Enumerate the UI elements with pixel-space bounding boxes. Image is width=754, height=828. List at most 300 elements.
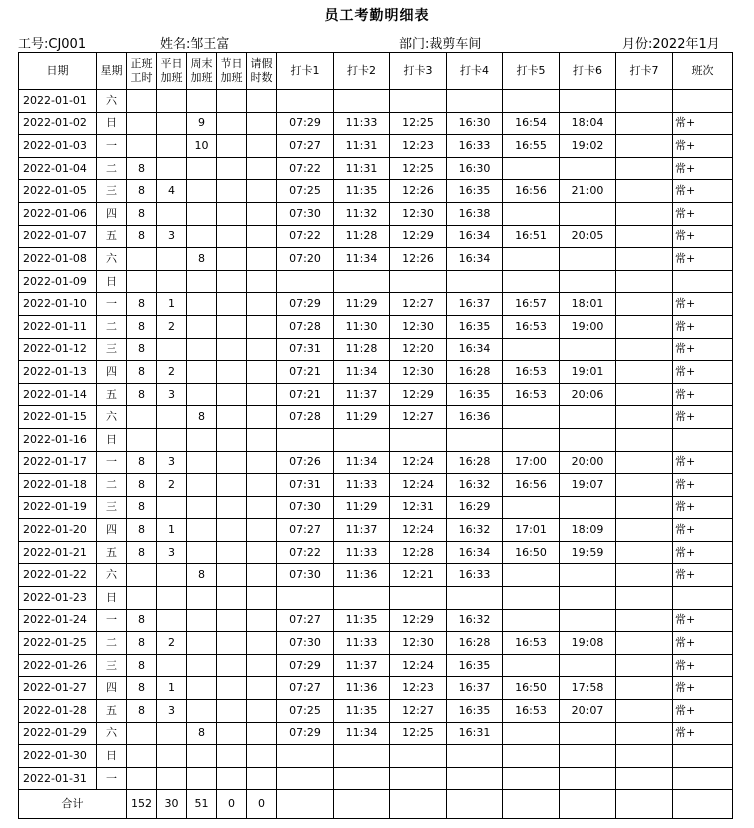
cell-punch5 [503, 248, 560, 271]
cell-punch3: 12:30 [390, 202, 447, 225]
cell-holiday-ot [217, 248, 247, 271]
cell-punch6 [560, 745, 616, 768]
cell-punch1: 07:26 [277, 451, 334, 474]
cell-holiday-ot [217, 767, 247, 790]
cell-shift: 常+ [673, 451, 733, 474]
cell-punch7 [616, 474, 673, 497]
cell-punch7 [616, 361, 673, 384]
cell-weekday-ot [157, 112, 187, 135]
cell-punch4 [447, 270, 503, 293]
cell-weekday: 四 [97, 202, 127, 225]
cell-shift: 常+ [673, 406, 733, 429]
col-header-punch5: 打卡5 [503, 53, 560, 90]
cell-punch5 [503, 270, 560, 293]
cell-shift: 常+ [673, 180, 733, 203]
cell-punch1: 07:30 [277, 564, 334, 587]
cell-holiday-ot [217, 587, 247, 610]
cell-punch7 [616, 745, 673, 768]
cell-regular-hours: 8 [127, 202, 157, 225]
cell-punch6 [560, 202, 616, 225]
table-row [19, 587, 733, 610]
cell-punch1: 07:29 [277, 722, 334, 745]
cell-punch4: 16:28 [447, 632, 503, 655]
col-header-punch6: 打卡6 [560, 53, 616, 90]
cell-shift: 常+ [673, 496, 733, 519]
table-row [19, 202, 733, 225]
cell-weekend-ot [187, 745, 217, 768]
total-weekday-ot: 30 [157, 790, 187, 819]
total-holiday-ot: 0 [217, 790, 247, 819]
cell-shift [673, 767, 733, 790]
cell-leave-hours [247, 270, 277, 293]
table-row [19, 745, 733, 768]
employee-name: 姓名:邹王富 [160, 37, 230, 52]
cell-punch5 [503, 338, 560, 361]
table-row [19, 293, 733, 316]
cell-punch5 [503, 654, 560, 677]
cell-weekday: 日 [97, 587, 127, 610]
cell-punch1: 07:29 [277, 654, 334, 677]
cell-holiday-ot [217, 338, 247, 361]
cell-punch4: 16:38 [447, 202, 503, 225]
cell-punch7 [616, 338, 673, 361]
cell-punch2: 11:33 [334, 112, 390, 135]
cell-shift: 常+ [673, 315, 733, 338]
table-row [19, 722, 733, 745]
cell-leave-hours [247, 225, 277, 248]
page-title: 员工考勤明细表 [324, 8, 430, 24]
cell-punch7 [616, 609, 673, 632]
cell-punch1: 07:30 [277, 496, 334, 519]
cell-weekday-ot: 3 [157, 225, 187, 248]
cell-leave-hours [247, 587, 277, 610]
cell-punch3: 12:25 [390, 112, 447, 135]
col-header-punch4: 打卡4 [447, 53, 503, 90]
col-header-weekday-ot: 平日加班 [157, 53, 187, 90]
header-row [19, 53, 733, 90]
table-row [19, 406, 733, 429]
cell-punch6 [560, 428, 616, 451]
employee-id: 工号:CJ001 [18, 37, 87, 52]
cell-punch5: 16:51 [503, 225, 560, 248]
cell-weekday: 六 [97, 90, 127, 113]
cell-date: 2022-01-08 [19, 248, 97, 271]
cell-punch2: 11:29 [334, 293, 390, 316]
cell-leave-hours [247, 180, 277, 203]
cell-punch5: 17:01 [503, 519, 560, 542]
cell-punch7 [616, 383, 673, 406]
cell-punch5 [503, 157, 560, 180]
cell-weekday-ot [157, 722, 187, 745]
cell-weekend-ot [187, 609, 217, 632]
cell-leave-hours [247, 112, 277, 135]
cell-punch1: 07:22 [277, 157, 334, 180]
cell-punch1: 07:30 [277, 202, 334, 225]
cell-date: 2022-01-13 [19, 361, 97, 384]
total-weekend-ot: 51 [187, 790, 217, 819]
cell-weekday: 四 [97, 677, 127, 700]
cell-punch7 [616, 654, 673, 677]
cell-date: 2022-01-04 [19, 157, 97, 180]
cell-holiday-ot [217, 406, 247, 429]
cell-date: 2022-01-21 [19, 541, 97, 564]
cell-punch7 [616, 270, 673, 293]
cell-shift: 常+ [673, 338, 733, 361]
cell-leave-hours [247, 202, 277, 225]
cell-weekday-ot: 2 [157, 474, 187, 497]
cell-punch5: 16:55 [503, 135, 560, 158]
cell-shift: 常+ [673, 541, 733, 564]
cell-holiday-ot [217, 112, 247, 135]
cell-weekday-ot [157, 609, 187, 632]
cell-shift: 常+ [673, 135, 733, 158]
cell-weekday-ot [157, 496, 187, 519]
col-header-weekend-ot: 周末加班 [187, 53, 217, 90]
cell-punch1: 07:25 [277, 700, 334, 723]
totals-empty-cell [447, 790, 503, 819]
cell-date: 2022-01-28 [19, 700, 97, 723]
cell-weekday-ot [157, 338, 187, 361]
cell-punch5: 16:50 [503, 677, 560, 700]
cell-punch2: 11:31 [334, 157, 390, 180]
table-row [19, 225, 733, 248]
cell-regular-hours [127, 722, 157, 745]
cell-punch3 [390, 767, 447, 790]
cell-punch7 [616, 722, 673, 745]
cell-regular-hours [127, 767, 157, 790]
cell-punch4: 16:30 [447, 157, 503, 180]
totals-empty-cell [334, 790, 390, 819]
cell-punch3 [390, 90, 447, 113]
cell-punch7 [616, 496, 673, 519]
cell-punch6: 20:07 [560, 700, 616, 723]
table-row [19, 338, 733, 361]
cell-punch4: 16:35 [447, 654, 503, 677]
cell-leave-hours [247, 474, 277, 497]
cell-punch5: 16:53 [503, 361, 560, 384]
cell-punch1: 07:31 [277, 474, 334, 497]
cell-punch6 [560, 406, 616, 429]
cell-date: 2022-01-01 [19, 90, 97, 113]
cell-punch5 [503, 745, 560, 768]
cell-weekday: 二 [97, 157, 127, 180]
col-header-regular-hours: 正班工时 [127, 53, 157, 90]
cell-weekday: 六 [97, 722, 127, 745]
cell-punch2: 11:30 [334, 315, 390, 338]
cell-date: 2022-01-25 [19, 632, 97, 655]
totals-row [19, 790, 733, 819]
cell-punch7 [616, 157, 673, 180]
cell-shift: 常+ [673, 361, 733, 384]
cell-punch1 [277, 90, 334, 113]
cell-punch2: 11:28 [334, 225, 390, 248]
cell-punch2: 11:33 [334, 541, 390, 564]
cell-holiday-ot [217, 135, 247, 158]
cell-punch6 [560, 767, 616, 790]
cell-holiday-ot [217, 451, 247, 474]
cell-weekend-ot [187, 383, 217, 406]
cell-shift: 常+ [673, 700, 733, 723]
cell-weekday-ot [157, 90, 187, 113]
cell-weekend-ot [187, 632, 217, 655]
cell-punch3: 12:23 [390, 677, 447, 700]
cell-punch6: 19:00 [560, 315, 616, 338]
cell-date: 2022-01-07 [19, 225, 97, 248]
cell-punch5: 16:53 [503, 700, 560, 723]
cell-weekday: 四 [97, 519, 127, 542]
cell-holiday-ot [217, 496, 247, 519]
cell-punch1: 07:30 [277, 632, 334, 655]
cell-punch4: 16:35 [447, 383, 503, 406]
cell-holiday-ot [217, 541, 247, 564]
table-row [19, 609, 733, 632]
cell-weekend-ot [187, 519, 217, 542]
cell-punch1: 07:22 [277, 225, 334, 248]
cell-date: 2022-01-03 [19, 135, 97, 158]
cell-punch2: 11:34 [334, 451, 390, 474]
cell-punch6: 18:04 [560, 112, 616, 135]
cell-holiday-ot [217, 225, 247, 248]
cell-weekday: 五 [97, 383, 127, 406]
cell-punch5 [503, 609, 560, 632]
cell-weekend-ot [187, 767, 217, 790]
cell-punch6: 20:00 [560, 451, 616, 474]
totals-empty-cell [673, 790, 733, 819]
cell-regular-hours: 8 [127, 451, 157, 474]
cell-punch3: 12:27 [390, 293, 447, 316]
cell-weekend-ot: 8 [187, 248, 217, 271]
cell-date: 2022-01-16 [19, 428, 97, 451]
cell-punch1: 07:27 [277, 519, 334, 542]
cell-punch3: 12:29 [390, 225, 447, 248]
cell-punch2: 11:31 [334, 135, 390, 158]
cell-weekday-ot [157, 202, 187, 225]
cell-weekday: 三 [97, 338, 127, 361]
cell-weekday-ot [157, 564, 187, 587]
cell-punch2: 11:32 [334, 202, 390, 225]
total-regular-hours: 152 [127, 790, 157, 819]
cell-punch5 [503, 587, 560, 610]
cell-leave-hours [247, 722, 277, 745]
cell-shift: 常+ [673, 202, 733, 225]
cell-punch2: 11:35 [334, 700, 390, 723]
cell-shift [673, 428, 733, 451]
cell-punch5 [503, 496, 560, 519]
cell-shift: 常+ [673, 157, 733, 180]
cell-shift: 常+ [673, 248, 733, 271]
cell-regular-hours [127, 406, 157, 429]
cell-leave-hours [247, 632, 277, 655]
cell-punch5 [503, 202, 560, 225]
col-header-punch3: 打卡3 [390, 53, 447, 90]
cell-punch2: 11:29 [334, 406, 390, 429]
cell-weekday: 三 [97, 180, 127, 203]
cell-punch1: 07:27 [277, 609, 334, 632]
cell-punch1: 07:28 [277, 315, 334, 338]
cell-regular-hours: 8 [127, 632, 157, 655]
cell-holiday-ot [217, 609, 247, 632]
cell-weekday: 二 [97, 474, 127, 497]
cell-punch3: 12:24 [390, 451, 447, 474]
cell-leave-hours [247, 677, 277, 700]
cell-date: 2022-01-05 [19, 180, 97, 203]
cell-punch5: 17:00 [503, 451, 560, 474]
cell-punch6 [560, 564, 616, 587]
cell-holiday-ot [217, 315, 247, 338]
cell-shift: 常+ [673, 609, 733, 632]
cell-punch3: 12:27 [390, 700, 447, 723]
cell-shift: 常+ [673, 225, 733, 248]
cell-regular-hours [127, 428, 157, 451]
cell-regular-hours: 8 [127, 361, 157, 384]
totals-empty-cell [616, 790, 673, 819]
cell-leave-hours [247, 496, 277, 519]
cell-leave-hours [247, 135, 277, 158]
cell-punch2 [334, 587, 390, 610]
cell-shift: 常+ [673, 654, 733, 677]
col-header-shift: 班次 [673, 53, 733, 90]
cell-leave-hours [247, 383, 277, 406]
cell-punch6 [560, 270, 616, 293]
table-row [19, 677, 733, 700]
table-row [19, 700, 733, 723]
table-row [19, 496, 733, 519]
cell-weekend-ot [187, 315, 217, 338]
cell-shift [673, 587, 733, 610]
table-row [19, 157, 733, 180]
cell-regular-hours [127, 112, 157, 135]
cell-punch3: 12:26 [390, 248, 447, 271]
cell-punch6 [560, 609, 616, 632]
table-row [19, 90, 733, 113]
cell-shift: 常+ [673, 519, 733, 542]
cell-weekday-ot [157, 406, 187, 429]
cell-weekday: 五 [97, 700, 127, 723]
cell-weekend-ot [187, 270, 217, 293]
cell-shift: 常+ [673, 564, 733, 587]
cell-punch7 [616, 406, 673, 429]
cell-leave-hours [247, 745, 277, 768]
cell-punch6 [560, 90, 616, 113]
cell-leave-hours [247, 406, 277, 429]
cell-weekend-ot [187, 90, 217, 113]
cell-punch2 [334, 270, 390, 293]
cell-punch3 [390, 745, 447, 768]
cell-punch6: 18:01 [560, 293, 616, 316]
cell-punch2: 11:33 [334, 632, 390, 655]
cell-punch3: 12:25 [390, 722, 447, 745]
cell-weekend-ot: 8 [187, 564, 217, 587]
cell-date: 2022-01-30 [19, 745, 97, 768]
cell-weekday-ot: 2 [157, 315, 187, 338]
cell-punch4: 16:32 [447, 474, 503, 497]
cell-punch7 [616, 293, 673, 316]
cell-punch3: 12:23 [390, 135, 447, 158]
cell-weekday: 一 [97, 767, 127, 790]
cell-weekday: 三 [97, 496, 127, 519]
cell-holiday-ot [217, 383, 247, 406]
cell-regular-hours: 8 [127, 609, 157, 632]
cell-weekday: 六 [97, 248, 127, 271]
cell-weekday: 六 [97, 564, 127, 587]
cell-weekday-ot [157, 587, 187, 610]
col-header-leave-hours: 请假时数 [247, 53, 277, 90]
cell-weekend-ot [187, 496, 217, 519]
cell-punch6: 19:02 [560, 135, 616, 158]
cell-punch6: 18:09 [560, 519, 616, 542]
cell-date: 2022-01-26 [19, 654, 97, 677]
cell-punch5 [503, 564, 560, 587]
cell-punch7 [616, 315, 673, 338]
cell-weekday-ot [157, 745, 187, 768]
cell-punch4: 16:34 [447, 338, 503, 361]
cell-weekend-ot [187, 180, 217, 203]
cell-weekend-ot [187, 225, 217, 248]
cell-regular-hours: 8 [127, 225, 157, 248]
cell-punch5: 16:53 [503, 383, 560, 406]
cell-leave-hours [247, 609, 277, 632]
cell-shift: 常+ [673, 677, 733, 700]
cell-regular-hours: 8 [127, 315, 157, 338]
cell-punch1: 07:29 [277, 112, 334, 135]
col-header-punch7: 打卡7 [616, 53, 673, 90]
table-row [19, 474, 733, 497]
cell-punch7 [616, 112, 673, 135]
cell-weekday-ot: 4 [157, 180, 187, 203]
cell-regular-hours: 8 [127, 180, 157, 203]
cell-weekday-ot: 2 [157, 361, 187, 384]
cell-weekend-ot [187, 587, 217, 610]
cell-weekday: 二 [97, 315, 127, 338]
cell-punch1 [277, 270, 334, 293]
cell-punch6 [560, 157, 616, 180]
cell-weekday-ot: 1 [157, 293, 187, 316]
cell-leave-hours [247, 654, 277, 677]
cell-leave-hours [247, 541, 277, 564]
totals-empty-cell [390, 790, 447, 819]
cell-date: 2022-01-23 [19, 587, 97, 610]
col-header-punch1: 打卡1 [277, 53, 334, 90]
cell-punch7 [616, 767, 673, 790]
cell-leave-hours [247, 361, 277, 384]
cell-weekday: 一 [97, 451, 127, 474]
cell-weekday: 二 [97, 632, 127, 655]
table-row [19, 767, 733, 790]
cell-punch6 [560, 722, 616, 745]
cell-punch4: 16:33 [447, 564, 503, 587]
table-row [19, 519, 733, 542]
cell-weekend-ot: 10 [187, 135, 217, 158]
cell-punch2: 11:37 [334, 519, 390, 542]
cell-weekday: 五 [97, 225, 127, 248]
cell-punch6 [560, 587, 616, 610]
cell-punch3: 12:24 [390, 654, 447, 677]
cell-holiday-ot [217, 293, 247, 316]
cell-date: 2022-01-10 [19, 293, 97, 316]
table-row [19, 135, 733, 158]
cell-punch3: 12:24 [390, 474, 447, 497]
cell-weekend-ot [187, 338, 217, 361]
cell-weekday: 日 [97, 745, 127, 768]
cell-regular-hours: 8 [127, 496, 157, 519]
cell-shift [673, 90, 733, 113]
cell-punch4 [447, 587, 503, 610]
cell-leave-hours [247, 767, 277, 790]
cell-leave-hours [247, 451, 277, 474]
table-row [19, 564, 733, 587]
table-row [19, 383, 733, 406]
totals-empty-cell [503, 790, 560, 819]
